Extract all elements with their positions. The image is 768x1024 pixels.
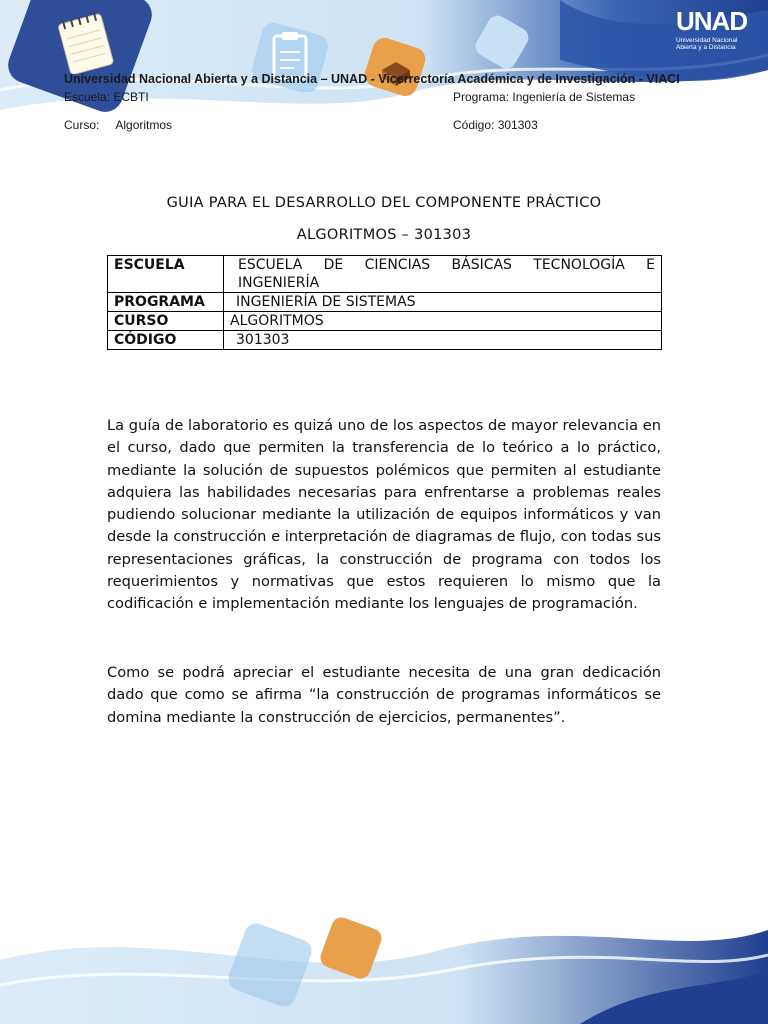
header-escuela: Escuela: ECBTI [64,90,149,104]
body-paragraph: La guía de laboratorio es quizá uno de los aspectos de mayor relevancia en el curso, dado que permiten la transferencia de lo teórico a lo práctico, mediante la solución de supuestos polémicos que permiten al estudiante adquiera las habilidades necesarias para enfrentarse a problemas reales pudiendo solucionar mediante la utilización de equipos informáticos y van desde la construcción e interpretación de diagramas de flujo, con todas sus representaciones gráficas, la construcción de programa con todos los requerimientos y normativas que estos requieren lo mismo que la codificación e implementación mediante los lenguajes de programación. [107,417,661,613]
header-programa: Programa: Ingeniería de Sistemas [453,90,636,104]
table-value: INGENIERÍA DE SISTEMAS [224,293,662,312]
book-icon [360,36,432,98]
table-key: CURSO [108,312,224,331]
table-row [108,256,662,293]
header-curso: Curso: Algoritmos [64,118,173,132]
table-row [108,293,662,312]
document-subtitle: ALGORITMOS – 301303 [296,227,472,243]
header-codigo: Código: 301303 [453,118,538,132]
table-row [108,331,662,350]
body-paragraph: Como se podrá apreciar el estudiante necesita de una gran dedicación dado que como se afirma “la construcción de programas informáticos se domina mediante la construcción de ejercicios, permanentes”. [107,664,661,726]
table-key: PROGRAMA [108,293,224,312]
logo-line-1: Universidad Nacional [676,37,738,44]
logo-mark: UNAD [676,6,748,36]
unad-logo [676,6,760,51]
table-value: 301303 [224,331,662,350]
table-key: ESCUELA [108,256,224,293]
course-info-table [107,255,662,350]
header-institution: Universidad Nacional Abierta y a Distancia – UNAD - Vicerrectoría Académica y de Investigación - VIACI [64,72,680,86]
notepad-icon [55,8,117,74]
table-key: CÓDIGO [108,331,224,350]
table-row [108,312,662,331]
logo-line-2: Abierta y a Distancia [676,44,736,51]
table-value: ALGORITMOS [224,312,662,331]
table-value: ESCUELA DE CIENCIAS BÁSICAS TECNOLOGÍA E INGENIERÍA [224,256,662,293]
document-title: GUIA PARA EL DESARROLLO DEL COMPONENTE PRÁCTICO [166,195,602,211]
